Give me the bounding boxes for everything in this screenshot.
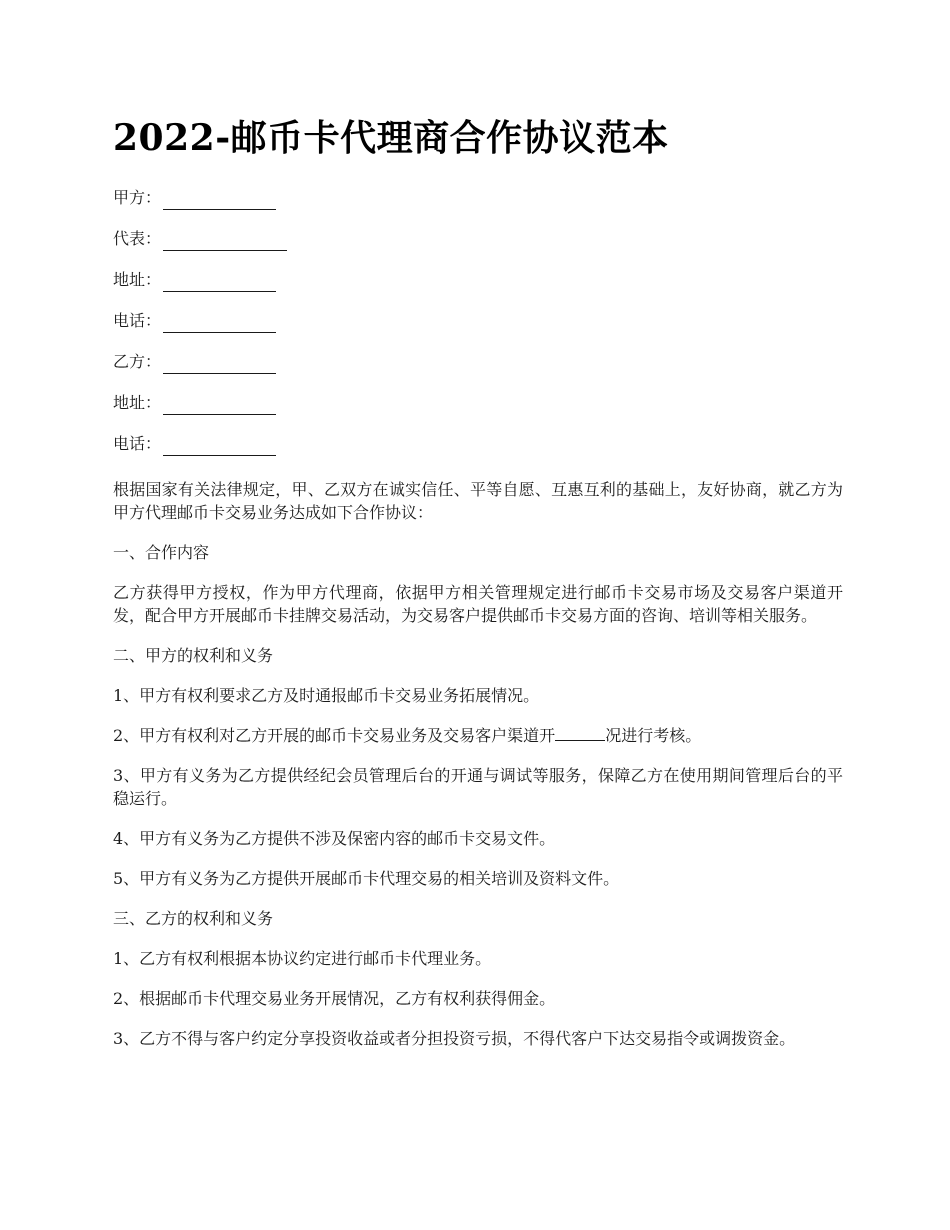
party-b-address-label: 地址： (113, 393, 162, 412)
section-1-heading: 一、合作内容 (113, 543, 210, 562)
party-b-phone-label: 电话： (113, 434, 162, 453)
party-a-phone-label: 电话： (113, 311, 162, 330)
section-3-heading: 三、乙方的权利和义务 (113, 909, 274, 928)
party-b-address-blank (163, 396, 276, 415)
party-b-label: 乙方： (113, 352, 162, 371)
party-a-address-blank (163, 273, 276, 292)
section-2-item-5: 5、甲方有义务为乙方提供开展邮币卡代理交易的相关培训及资料文件。 (113, 869, 620, 888)
section-2-item-2-after: 况进行考核。 (605, 726, 702, 745)
section-2-item-2 (113, 724, 843, 747)
section-2-item-4: 4、甲方有义务为乙方提供不涉及保密内容的邮币卡交易文件。 (113, 829, 556, 848)
section-1-body: 乙方获得甲方授权，作为甲方代理商，依据甲方相关管理规定进行邮币卡交易市场及交易客户渠道开发，配合甲方开展邮币卡挂牌交易活动，为交易客户提供邮币卡交易方面的咨询、培训等相关服务。 (113, 583, 843, 625)
party-b-blank (163, 355, 276, 374)
section-2-item-3: 3、甲方有义务为乙方提供经纪会员管理后台的开通与调试等服务，保障乙方在使用期间管理后台的平稳运行。 (113, 766, 843, 808)
document-page (113, 112, 843, 1067)
party-a-field (113, 186, 843, 227)
party-b-field (113, 350, 843, 391)
section-2-item-1: 1、甲方有权利要求乙方及时通报邮币卡交易业务拓展情况。 (113, 686, 540, 705)
section-3-item-2: 2、根据邮币卡代理交易业务开展情况，乙方有权利获得佣金。 (113, 989, 556, 1008)
section-2-item-2-before: 2、甲方有权利对乙方开展的邮币卡交易业务及交易客户渠道开 (113, 726, 556, 745)
party-b-phone-field (113, 432, 843, 473)
party-a-label: 甲方： (113, 188, 162, 207)
section-2-item-2-blank (555, 726, 605, 741)
section-3-item-3: 3、乙方不得与客户约定分享投资收益或者分担投资亏损，不得代客户下达交易指令或调拨资金。 (113, 1029, 796, 1048)
party-b-phone-blank (163, 437, 276, 456)
representative-label: 代表： (113, 229, 162, 248)
party-a-address-field (113, 268, 843, 309)
representative-field (113, 227, 843, 268)
section-2-heading: 二、甲方的权利和义务 (113, 646, 274, 665)
representative-blank (163, 232, 287, 251)
section-3-item-1: 1、乙方有权利根据本协议约定进行邮币卡代理业务。 (113, 949, 492, 968)
party-a-address-label: 地址： (113, 270, 162, 289)
intro-paragraph: 根据国家有关法律规定，甲、乙双方在诚实信任、平等自愿、互惠互利的基础上，友好协商，就乙方为甲方代理邮币卡交易业务达成如下合作协议： (113, 480, 843, 522)
party-a-phone-blank (163, 314, 276, 333)
document-title: 2022-邮币卡代理商合作协议范本 (113, 117, 669, 159)
party-fields (113, 186, 843, 473)
party-b-address-field (113, 391, 843, 432)
party-a-blank (163, 191, 276, 210)
party-a-phone-field (113, 309, 843, 350)
